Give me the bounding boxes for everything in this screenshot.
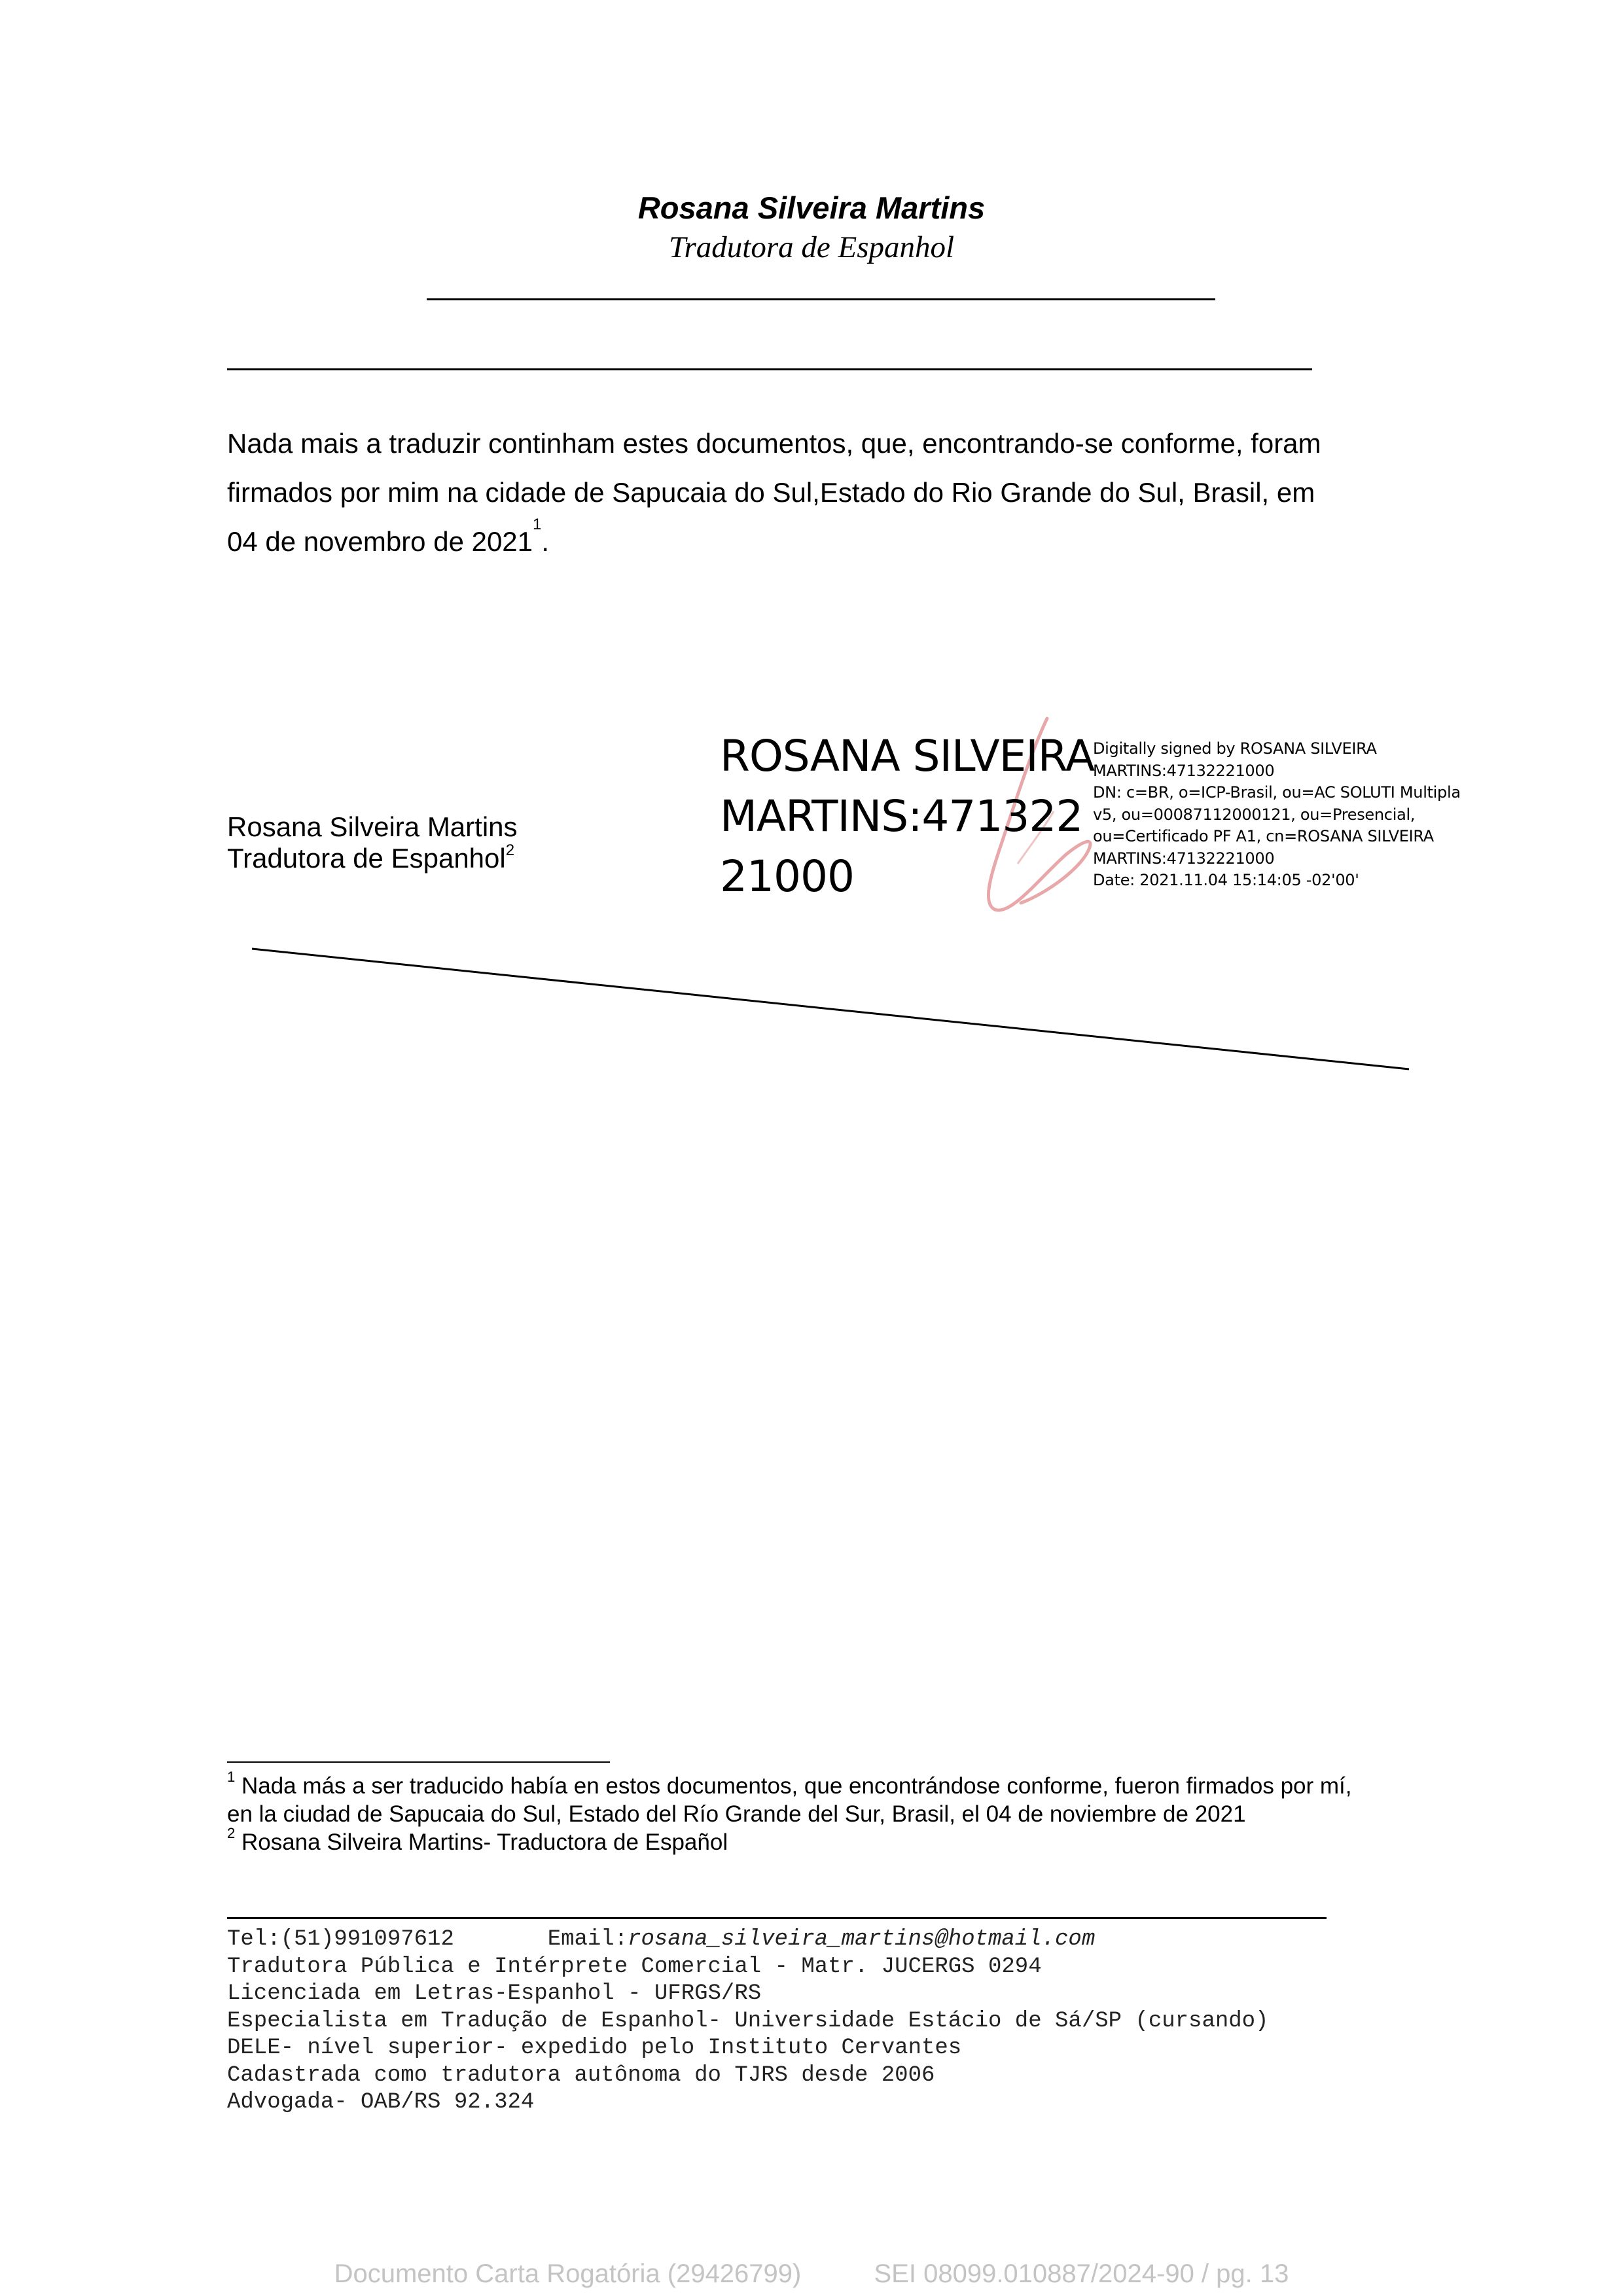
closing-period: . — [541, 526, 550, 557]
contact-email-link[interactable]: rosana_silveira_martins@hotmail.com — [628, 1927, 1096, 1952]
credential-line: DELE- nível superior- expedido pelo Instituto Cervantes — [227, 2036, 962, 2060]
translator-role-heading: Tradutora de Espanhol — [668, 230, 955, 264]
credential-line: Licenciada em Letras-Espanhol - UFRGS/RS — [227, 1981, 762, 2006]
contact-tel-email — [227, 1926, 1268, 1954]
sig-detail-line: v5, ou=00087112000121, ou=Presencial, — [1093, 805, 1416, 824]
footnote-ref-1[interactable]: 1 — [533, 516, 542, 533]
closing-line-1: Nada mais a traduzir continham estes documentos, que, encontrando-se conforme, foram — [227, 428, 1321, 459]
footnote-2: $^2$ Rosana Silveira Martins- Traductora de Español — [227, 1825, 728, 1855]
sig-detail-line: MARTINS:47132221000 — [1093, 849, 1275, 868]
credential-line: Advogada- OAB/RS 92.324 — [227, 2090, 535, 2115]
footnote-1-marker: 1 — [227, 1769, 236, 1785]
credential-line: Especialista em Tradução de Espanhol- Universidade Estácio de Sá/SP (cursando) — [227, 2008, 1269, 2034]
contact-info — [227, 1926, 1268, 2117]
credential-line: Cadastrada como tradutora autônoma do TJRS desde 2006 — [227, 2062, 935, 2088]
sig-detail-line: MARTINS:47132221000 — [1093, 761, 1275, 780]
sig-detail-line: Date: 2021.11.04 15:14:05 -02'00' — [1093, 871, 1359, 889]
footnote-1: $^1$ Nada más a ser traducido había en estos documentos, que encontrándose conforme, fueron firmados por mí, — [227, 1769, 1352, 1799]
contact-divider — [227, 1917, 1327, 1919]
closing-line-2: firmados por mim na cidade de Sapucaia do Sul,Estado do Rio Grande do Sul, Brasil, em — [227, 477, 1315, 508]
sig-detail-line: ou=Certificado PF A1, cn=ROSANA SILVEIRA — [1093, 827, 1434, 845]
sig-detail-line: DN: c=BR, o=ICP-Brasil, ou=AC SOLUTI Multipla — [1093, 783, 1461, 802]
signer-role: Tradutora de Espanhol$^2$ — [227, 841, 515, 874]
footer-sei-ref: SEI 08099.010887/2024-90 / pg. 13 — [874, 2259, 1289, 2288]
contact-email-label: Email: — [547, 1927, 628, 1952]
footer-document-ref: Documento Carta Rogatória (29426799) — [334, 2259, 802, 2288]
footnote-ref-2[interactable]: 2 — [505, 841, 515, 859]
footnote-1-cont: en la ciudad de Sapucaia do Sul, Estado del Río Grande del Sur, Brasil, el 04 de noviembre de 2021 — [227, 1801, 1246, 1827]
footnote-2-marker: 2 — [227, 1825, 236, 1841]
signer-name: Rosana Silveira Martins — [227, 811, 518, 842]
page-footer — [0, 2257, 1623, 2290]
digital-signature-name: ROSANA SILVEIRA MARTINS:471322 21000 — [720, 731, 1095, 902]
footnotes — [227, 1769, 1431, 1856]
translator-name-heading: Rosana Silveira Martins — [637, 190, 986, 225]
credential-line: Tradutora Pública e Intérprete Comercial - Matr. JUCERGS 0294 — [227, 1954, 1042, 1979]
diagonal-cancel-line — [0, 0, 1623, 1112]
footnote-divider — [227, 1761, 610, 1763]
closing-date: 04 de novembro de 2021 — [227, 526, 533, 557]
contact-tel: Tel:(51)991097612 — [227, 1927, 454, 1952]
sig-detail-line: Digitally signed by ROSANA SILVEIRA — [1093, 739, 1377, 758]
